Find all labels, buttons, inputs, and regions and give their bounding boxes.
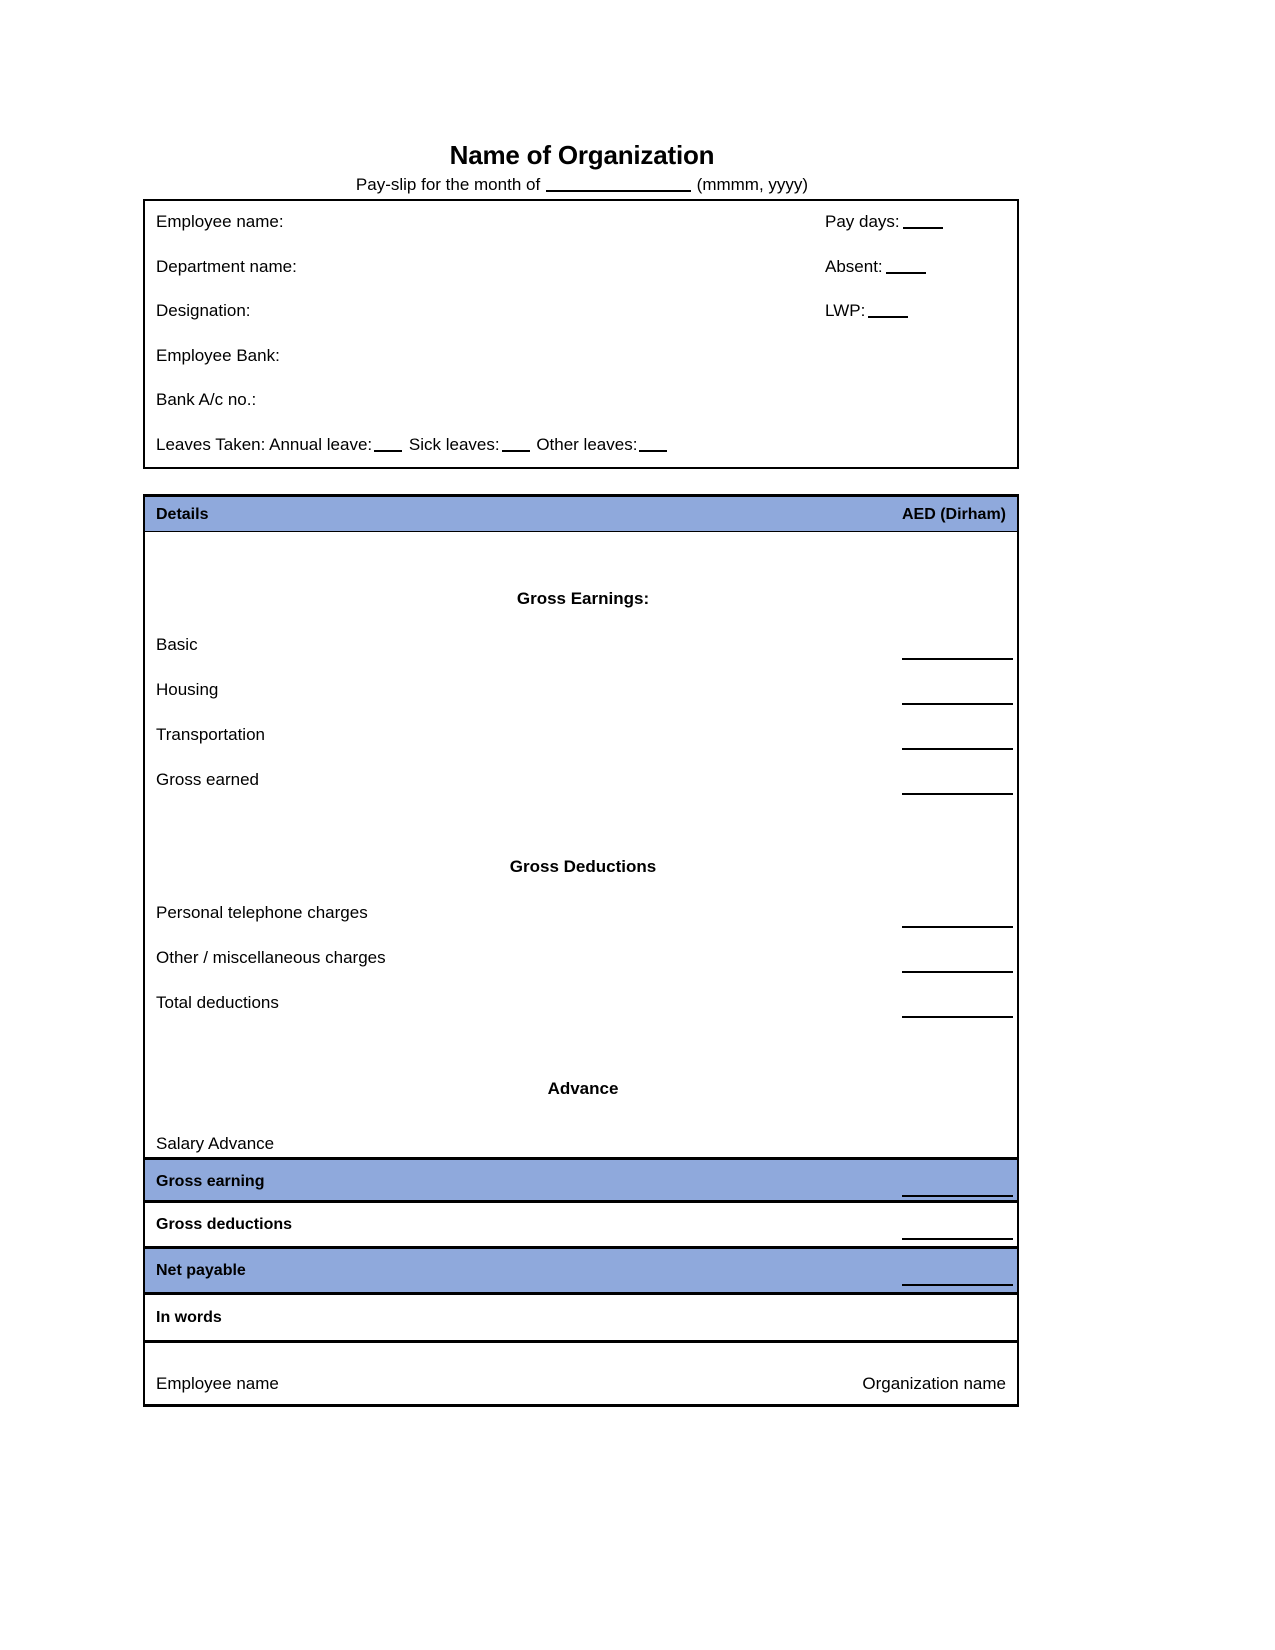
summary-row-gross-earning	[145, 1157, 1017, 1203]
payslip-table	[143, 494, 1019, 1407]
document-header	[143, 140, 1021, 197]
info-row-designation	[145, 290, 1017, 335]
line-item-other-misc-charges: Other / miscellaneous charges	[156, 948, 386, 967]
annual-leave-label: Leaves Taken: Annual leave:	[156, 434, 373, 454]
in-words-label: In words	[156, 1309, 222, 1326]
employee-bank-label: Employee Bank:	[156, 345, 280, 365]
gross-deductions-label: Gross deductions	[156, 1216, 293, 1233]
absent-field	[825, 257, 926, 277]
department-name-label: Department name:	[156, 256, 297, 276]
pay-days-blank[interactable]	[903, 227, 943, 229]
bank-account-label: Bank A/c no.:	[156, 390, 257, 409]
sick-leaves-blank[interactable]	[502, 450, 530, 452]
line-item-personal-telephone-charges: Personal telephone charges	[156, 903, 368, 922]
line-item-total-deductions: Total deductions	[156, 993, 279, 1012]
pay-days-field	[825, 212, 943, 232]
line-item-gross-earned: Gross earned	[156, 770, 259, 789]
employee-name-label: Employee name:	[156, 212, 284, 231]
details-column-header: Details	[156, 506, 209, 523]
absent-blank[interactable]	[886, 272, 926, 274]
summary-row-gross-deductions	[145, 1203, 1017, 1249]
other-leaves-blank[interactable]	[639, 450, 667, 452]
lwp-blank[interactable]	[868, 316, 908, 318]
gross-earning-label: Gross earning	[156, 1173, 265, 1190]
line-item-housing: Housing	[156, 680, 219, 699]
signature-row	[145, 1343, 1017, 1407]
leaves-taken-field	[156, 435, 669, 455]
net-payable-label: Net payable	[156, 1262, 246, 1279]
sick-leaves-label: Sick leaves:	[408, 434, 500, 454]
line-item-salary-advance: Salary Advance	[156, 1134, 275, 1153]
info-row-employee-bank	[145, 335, 1017, 380]
other-leaves-label: Other leaves:	[536, 434, 638, 454]
payslip-month-suffix: (mmmm, yyyy)	[696, 175, 809, 194]
payslip-month-line	[143, 173, 1021, 197]
absent-label: Absent:	[825, 256, 883, 276]
summary-row-net-payable	[145, 1249, 1017, 1295]
section-title-gross-earnings: Gross Earnings:	[516, 589, 650, 608]
section-title-advance: Advance	[547, 1079, 619, 1098]
line-item-basic: Basic	[156, 635, 198, 654]
value-blank-basic[interactable]	[902, 658, 1013, 660]
annual-leave-blank[interactable]	[374, 450, 402, 452]
in-words-row[interactable]	[145, 1295, 1017, 1343]
lwp-field	[825, 301, 908, 321]
pay-days-label: Pay days:	[825, 212, 900, 231]
value-blank-transportation[interactable]	[902, 748, 1013, 750]
section-title-gross-deductions: Gross Deductions	[509, 857, 657, 876]
employee-signature-label: Employee name	[156, 1374, 279, 1393]
page-title: Name of Organization	[449, 140, 715, 170]
value-blank-gross-earned[interactable]	[902, 793, 1013, 795]
currency-column-header: AED (Dirham)	[901, 506, 1006, 523]
value-blank-housing[interactable]	[902, 703, 1013, 705]
value-blank-total-deductions[interactable]	[902, 1016, 1013, 1018]
employee-info-box	[143, 199, 1019, 469]
table-header-row	[145, 494, 1017, 532]
line-item-transportation: Transportation	[156, 725, 265, 744]
info-row-department-name	[145, 246, 1017, 291]
info-row-bank-account	[145, 379, 1017, 424]
payslip-month-prefix: Pay-slip for the month of	[355, 175, 541, 194]
value-blank-personal-telephone-charges[interactable]	[902, 926, 1013, 928]
info-row-employee-name	[145, 201, 1017, 246]
lwp-label: LWP:	[825, 301, 866, 320]
value-blank-gross-deductions[interactable]	[902, 1238, 1013, 1240]
table-body	[145, 532, 1017, 1157]
value-blank-other-misc-charges[interactable]	[902, 971, 1013, 973]
value-blank-gross-earning[interactable]	[902, 1195, 1013, 1197]
month-blank-field[interactable]	[546, 190, 691, 192]
organization-signature-label: Organization name	[862, 1374, 1006, 1393]
value-blank-net-payable[interactable]	[902, 1284, 1013, 1286]
designation-label: Designation:	[156, 301, 251, 320]
info-row-leaves-taken	[145, 424, 1017, 469]
